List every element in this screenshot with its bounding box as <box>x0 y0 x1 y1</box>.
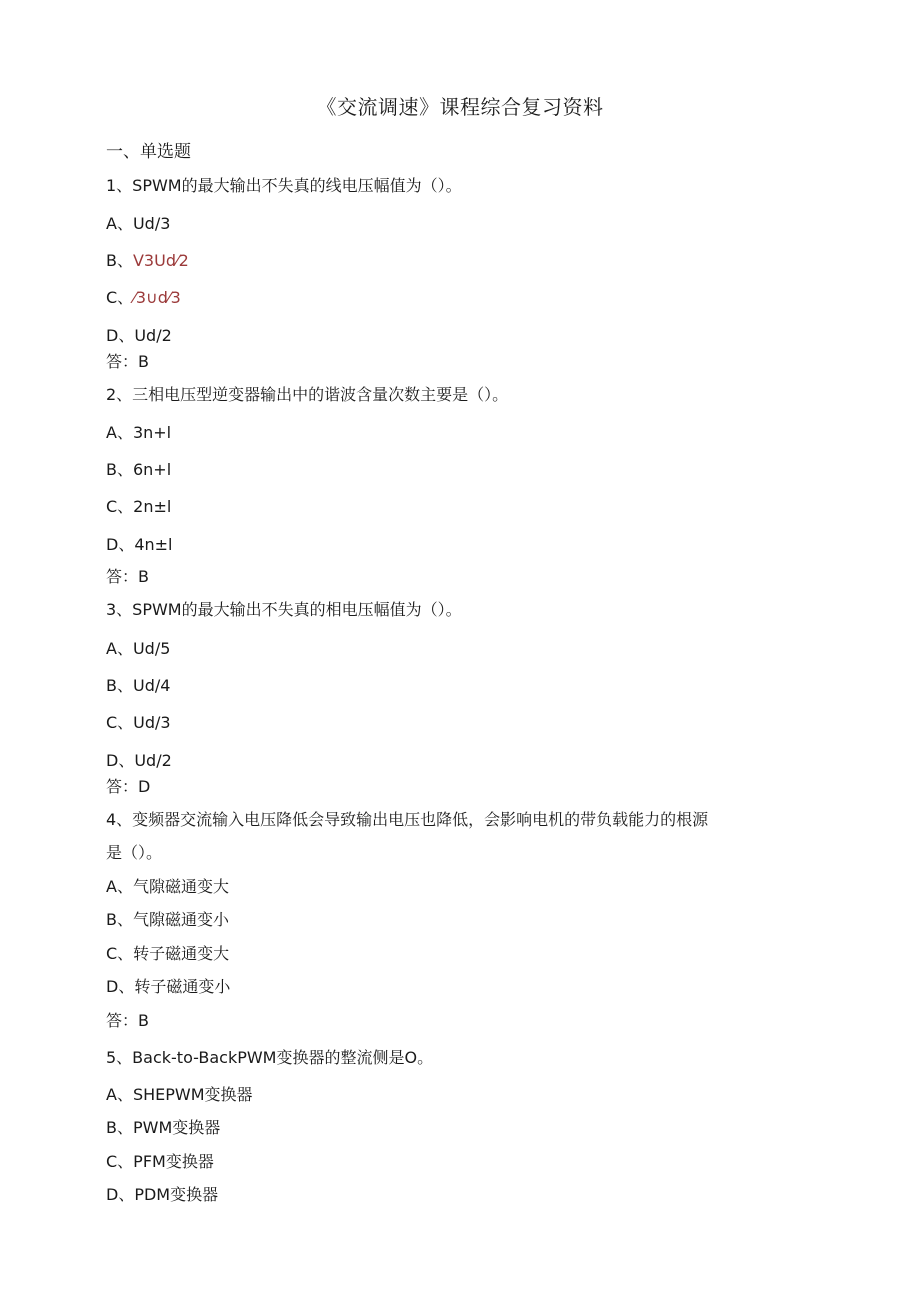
question-4-option-c: C、转子磁通变大 <box>106 944 230 963</box>
question-2-option-a: A、3n+l <box>106 423 172 442</box>
question-4-option-b: B、气隙磁通变小 <box>106 910 229 929</box>
question-2-option-c: C、2n±l <box>106 497 172 516</box>
question-4-option-d: D、转子磁通变小 <box>106 977 231 996</box>
section-heading: 一、单选题 <box>106 142 191 162</box>
question-2-answer: 答：B <box>106 567 149 586</box>
question-3-option-b: B、Ud/4 <box>106 676 171 695</box>
question-5-option-a: A、SHEPWM变换器 <box>106 1085 253 1104</box>
question-1-answer: 答：B <box>106 352 149 371</box>
question-1-option-b <box>106 250 189 272</box>
question-4-option-a: A、气隙磁通变大 <box>106 877 229 896</box>
document-title: 《交流调速》课程综合复习资料 <box>316 95 604 119</box>
question-2-option-b: B、6n+l <box>106 460 172 479</box>
question-4-stem-line2: 是（）。 <box>106 843 163 862</box>
question-3-option-c: C、Ud/3 <box>106 713 171 732</box>
question-1-option-a: A、Ud/3 <box>106 214 171 233</box>
question-5-option-c: C、PFM变换器 <box>106 1152 214 1171</box>
option-c-formula: ⁄3∪d⁄3 <box>133 288 181 307</box>
question-5-option-d: D、PDM变换器 <box>106 1185 219 1204</box>
option-b-prefix: B、 <box>106 251 133 270</box>
question-5-option-b: B、PWM变换器 <box>106 1118 221 1137</box>
question-3-option-a: A、Ud/5 <box>106 639 171 658</box>
question-3-option-d: D、Ud/2 <box>106 751 172 770</box>
question-2-option-d: D、4n±l <box>106 535 173 554</box>
question-4-stem-line1: 4、变频器交流输入电压降低会导致输出电压也降低，会影响电机的带负载能力的根源 <box>106 810 709 829</box>
question-1-option-d: D、Ud/2 <box>106 326 172 345</box>
question-1-option-c <box>106 287 181 309</box>
option-b-formula: V3Ud⁄2 <box>132 251 189 270</box>
option-c-prefix: C、 <box>106 288 134 307</box>
question-2-stem: 2、三相电压型逆变器输出中的谐波含量次数主要是（）。 <box>106 385 509 404</box>
question-3-stem: 3、SPWM的最大输出不失真的相电压幅值为（）。 <box>106 600 462 619</box>
question-5-stem: 5、Back-to-BackPWM变换器的整流侧是O。 <box>106 1048 434 1067</box>
question-4-answer: 答：B <box>106 1011 149 1030</box>
question-3-answer: 答：D <box>106 777 151 796</box>
question-1-stem: 1、SPWM的最大输出不失真的线电压幅值为（）。 <box>106 176 462 195</box>
